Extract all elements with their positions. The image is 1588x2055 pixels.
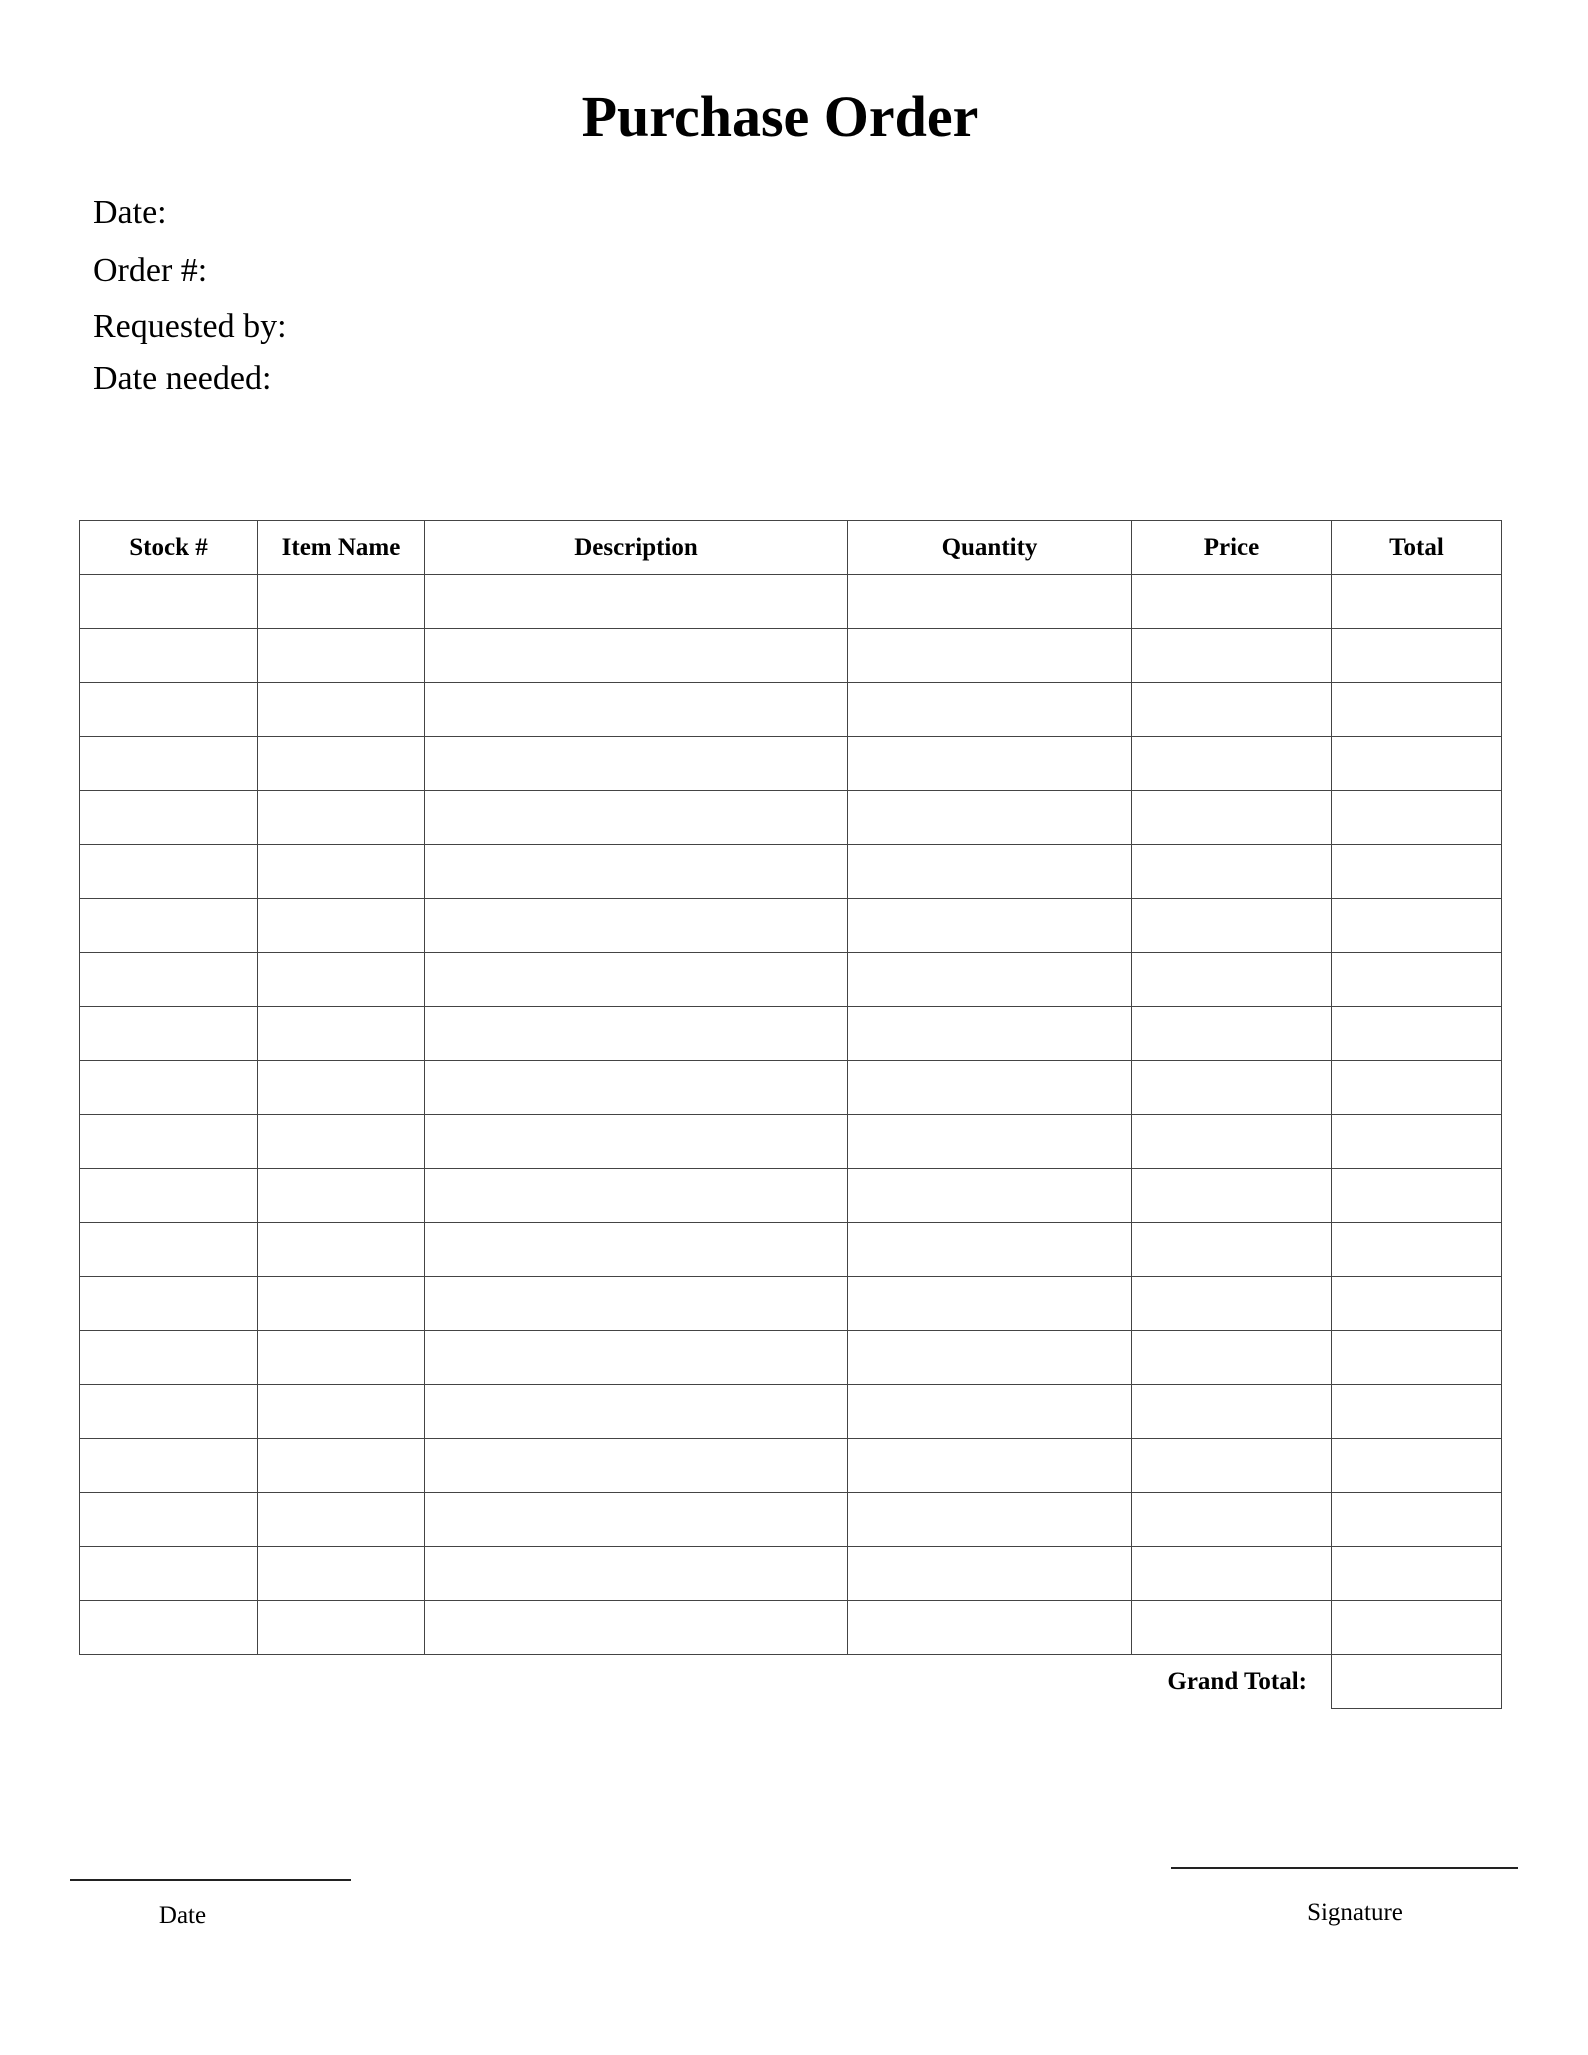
- signature-line-label: Signature: [1307, 1899, 1403, 1926]
- cell-total[interactable]: [1332, 1223, 1502, 1277]
- cell-stock-number[interactable]: [80, 1385, 258, 1439]
- cell-item-name[interactable]: [258, 1439, 425, 1493]
- cell-item-name[interactable]: [258, 1115, 425, 1169]
- cell-price[interactable]: [1132, 791, 1332, 845]
- cell-stock-number[interactable]: [80, 953, 258, 1007]
- cell-price[interactable]: [1132, 1061, 1332, 1115]
- cell-total[interactable]: [1332, 845, 1502, 899]
- cell-quantity[interactable]: [848, 683, 1132, 737]
- table-row: [80, 1007, 1502, 1061]
- cell-stock-number[interactable]: [80, 845, 258, 899]
- cell-total[interactable]: [1332, 1007, 1502, 1061]
- cell-item-name[interactable]: [258, 1223, 425, 1277]
- cell-item-name[interactable]: [258, 1007, 425, 1061]
- cell-quantity[interactable]: [848, 899, 1132, 953]
- cell-item-name[interactable]: [258, 845, 425, 899]
- table-row: [80, 845, 1502, 899]
- cell-description[interactable]: [425, 1223, 848, 1277]
- table-row: [80, 791, 1502, 845]
- cell-item-name[interactable]: [258, 629, 425, 683]
- cell-description[interactable]: [425, 845, 848, 899]
- cell-price[interactable]: [1132, 953, 1332, 1007]
- header-item-name: Item Name: [258, 521, 425, 575]
- cell-stock-number[interactable]: [80, 1601, 258, 1655]
- cell-item-name[interactable]: [258, 1601, 425, 1655]
- table-row: [80, 1547, 1502, 1601]
- cell-stock-number[interactable]: [80, 1007, 258, 1061]
- table-row: [80, 683, 1502, 737]
- cell-price[interactable]: [1132, 1115, 1332, 1169]
- cell-quantity[interactable]: [848, 845, 1132, 899]
- cell-item-name[interactable]: [258, 1277, 425, 1331]
- cell-total[interactable]: [1332, 1493, 1502, 1547]
- cell-total[interactable]: [1332, 737, 1502, 791]
- cell-quantity[interactable]: [848, 629, 1132, 683]
- cell-description[interactable]: [425, 1385, 848, 1439]
- cell-stock-number[interactable]: [80, 1277, 258, 1331]
- cell-quantity[interactable]: [848, 1385, 1132, 1439]
- cell-item-name[interactable]: [258, 737, 425, 791]
- cell-item-name[interactable]: [258, 953, 425, 1007]
- cell-price[interactable]: [1132, 1277, 1332, 1331]
- cell-price[interactable]: [1132, 1385, 1332, 1439]
- order-info-fields: [93, 193, 287, 399]
- cell-description[interactable]: [425, 575, 848, 629]
- cell-stock-number[interactable]: [80, 629, 258, 683]
- cell-stock-number[interactable]: [80, 1439, 258, 1493]
- cell-item-name[interactable]: [258, 899, 425, 953]
- cell-description[interactable]: [425, 1061, 848, 1115]
- items-table: [79, 520, 1502, 1709]
- cell-item-name[interactable]: [258, 575, 425, 629]
- cell-quantity[interactable]: [848, 1061, 1132, 1115]
- table-row: [80, 953, 1502, 1007]
- cell-item-name[interactable]: [258, 1331, 425, 1385]
- cell-description[interactable]: [425, 1007, 848, 1061]
- table-row: [80, 1115, 1502, 1169]
- cell-description[interactable]: [425, 1601, 848, 1655]
- table-row: [80, 737, 1502, 791]
- cell-total[interactable]: [1332, 1061, 1502, 1115]
- cell-quantity[interactable]: [848, 1169, 1132, 1223]
- cell-stock-number[interactable]: [80, 899, 258, 953]
- cell-stock-number[interactable]: [80, 1061, 258, 1115]
- cell-description[interactable]: [425, 1169, 848, 1223]
- cell-description[interactable]: [425, 1331, 848, 1385]
- cell-price[interactable]: [1132, 1169, 1332, 1223]
- table-row: [80, 1385, 1502, 1439]
- header-stock-number: Stock #: [80, 521, 258, 575]
- cell-quantity[interactable]: [848, 1439, 1132, 1493]
- cell-quantity[interactable]: [848, 953, 1132, 1007]
- date-line-label: Date: [158, 1902, 207, 1929]
- grand-total-row: [80, 1655, 1502, 1709]
- table-row: [80, 1601, 1502, 1655]
- cell-description[interactable]: [425, 1277, 848, 1331]
- grand-total-cell[interactable]: [1332, 1655, 1502, 1709]
- table-row: [80, 1493, 1502, 1547]
- table-row: [80, 629, 1502, 683]
- cell-stock-number[interactable]: [80, 1493, 258, 1547]
- cell-description[interactable]: [425, 899, 848, 953]
- table-row: [80, 1169, 1502, 1223]
- cell-description[interactable]: [425, 1115, 848, 1169]
- date-signature-line: [70, 1879, 351, 1881]
- cell-total[interactable]: [1332, 1277, 1502, 1331]
- cell-quantity[interactable]: [848, 1547, 1132, 1601]
- cell-quantity[interactable]: [848, 1493, 1132, 1547]
- cell-total[interactable]: [1332, 1115, 1502, 1169]
- table-body: [80, 575, 1502, 1655]
- table-row: [80, 575, 1502, 629]
- cell-stock-number[interactable]: [80, 791, 258, 845]
- table-row: [80, 1331, 1502, 1385]
- cell-total[interactable]: [1332, 683, 1502, 737]
- cell-price[interactable]: [1132, 1331, 1332, 1385]
- header-total: Total: [1332, 521, 1502, 575]
- cell-stock-number[interactable]: [80, 575, 258, 629]
- cell-total[interactable]: [1332, 1601, 1502, 1655]
- cell-stock-number[interactable]: [80, 1223, 258, 1277]
- cell-description[interactable]: [425, 791, 848, 845]
- cell-total[interactable]: [1332, 1331, 1502, 1385]
- cell-quantity[interactable]: [848, 1115, 1132, 1169]
- grand-total-label: Grand Total:: [1167, 1667, 1307, 1695]
- cell-item-name[interactable]: [258, 1061, 425, 1115]
- table-row: [80, 1277, 1502, 1331]
- cell-total[interactable]: [1332, 1385, 1502, 1439]
- table-row: [80, 1223, 1502, 1277]
- cell-price[interactable]: [1132, 737, 1332, 791]
- cell-quantity[interactable]: [848, 737, 1132, 791]
- cell-total[interactable]: [1332, 629, 1502, 683]
- order-number-field-label: Order #:: [93, 252, 208, 289]
- cell-item-name[interactable]: [258, 1547, 425, 1601]
- requested-by-field-label: Requested by:: [93, 308, 287, 345]
- cell-stock-number[interactable]: [80, 737, 258, 791]
- cell-stock-number[interactable]: [80, 1115, 258, 1169]
- cell-quantity[interactable]: [848, 1277, 1132, 1331]
- header-price: Price: [1132, 521, 1332, 575]
- cell-description[interactable]: [425, 953, 848, 1007]
- cell-item-name[interactable]: [258, 1169, 425, 1223]
- cell-price[interactable]: [1132, 1493, 1332, 1547]
- date-field-label: Date:: [93, 194, 167, 231]
- cell-quantity[interactable]: [848, 791, 1132, 845]
- cell-total[interactable]: [1332, 1547, 1502, 1601]
- cell-quantity[interactable]: [848, 575, 1132, 629]
- cell-quantity[interactable]: [848, 1601, 1132, 1655]
- cell-item-name[interactable]: [258, 1385, 425, 1439]
- cell-price[interactable]: [1132, 683, 1332, 737]
- cell-description[interactable]: [425, 1547, 848, 1601]
- cell-stock-number[interactable]: [80, 1169, 258, 1223]
- table-row: [80, 1061, 1502, 1115]
- date-needed-field-label: Date needed:: [93, 360, 272, 397]
- cell-quantity[interactable]: [848, 1223, 1132, 1277]
- page-title: Purchase Order: [581, 84, 979, 149]
- signature-line: [1171, 1867, 1518, 1869]
- cell-price[interactable]: [1132, 1223, 1332, 1277]
- cell-total[interactable]: [1332, 575, 1502, 629]
- table-header-row: [80, 521, 1502, 575]
- cell-description[interactable]: [425, 1439, 848, 1493]
- cell-stock-number[interactable]: [80, 683, 258, 737]
- cell-total[interactable]: [1332, 953, 1502, 1007]
- cell-total[interactable]: [1332, 1169, 1502, 1223]
- cell-description[interactable]: [425, 683, 848, 737]
- cell-total[interactable]: [1332, 791, 1502, 845]
- table-row: [80, 1439, 1502, 1493]
- cell-price[interactable]: [1132, 899, 1332, 953]
- cell-price[interactable]: [1132, 1439, 1332, 1493]
- cell-price[interactable]: [1132, 629, 1332, 683]
- cell-price[interactable]: [1132, 845, 1332, 899]
- cell-stock-number[interactable]: [80, 1547, 258, 1601]
- table-row: [80, 899, 1502, 953]
- cell-quantity[interactable]: [848, 1331, 1132, 1385]
- cell-description[interactable]: [425, 1493, 848, 1547]
- cell-total[interactable]: [1332, 1439, 1502, 1493]
- cell-item-name[interactable]: [258, 683, 425, 737]
- cell-total[interactable]: [1332, 899, 1502, 953]
- header-description: Description: [425, 521, 848, 575]
- cell-price[interactable]: [1132, 1601, 1332, 1655]
- header-quantity: Quantity: [848, 521, 1132, 575]
- cell-quantity[interactable]: [848, 1007, 1132, 1061]
- cell-description[interactable]: [425, 737, 848, 791]
- cell-price[interactable]: [1132, 1547, 1332, 1601]
- cell-stock-number[interactable]: [80, 1331, 258, 1385]
- cell-description[interactable]: [425, 629, 848, 683]
- cell-price[interactable]: [1132, 1007, 1332, 1061]
- cell-price[interactable]: [1132, 575, 1332, 629]
- cell-item-name[interactable]: [258, 1493, 425, 1547]
- cell-item-name[interactable]: [258, 791, 425, 845]
